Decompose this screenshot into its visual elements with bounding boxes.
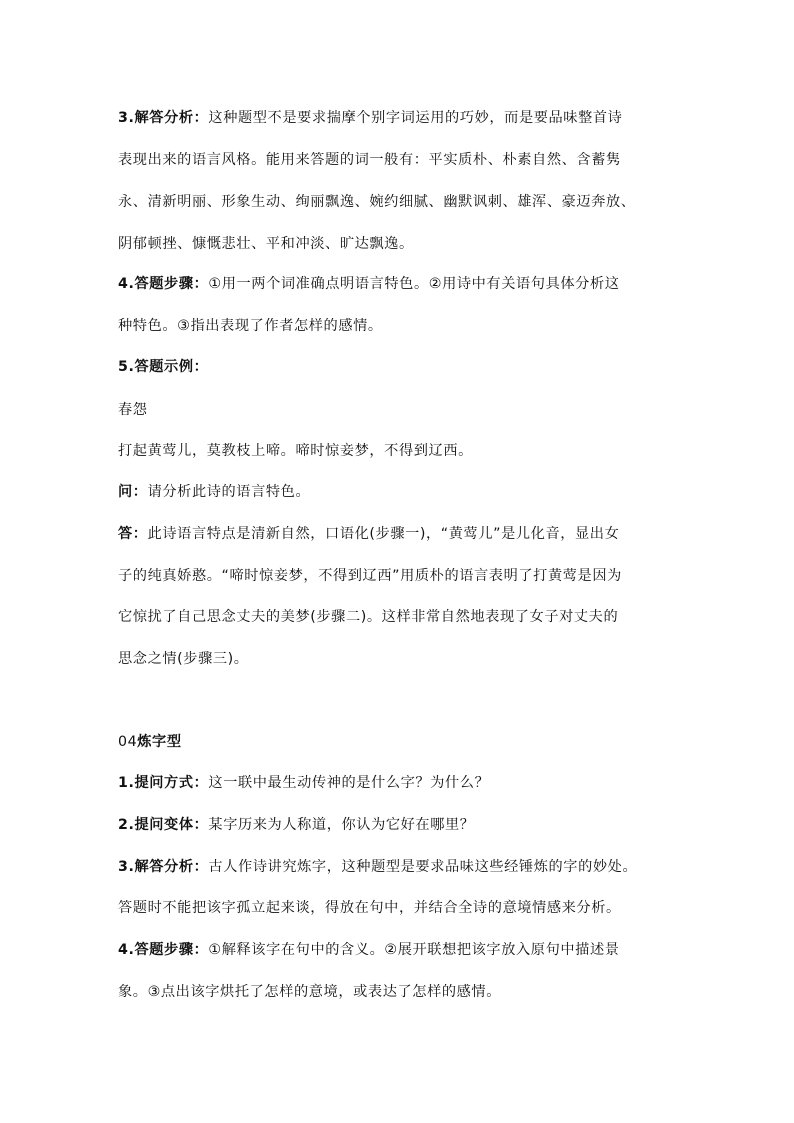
s3-label: 3.解答分析： <box>118 110 209 126</box>
t3-line-2: 答题时不能把该字孤立起来谈，得放在句中，并结合全诗的意境情感来分析。 <box>118 900 621 916</box>
section-04-title: 炼字型 <box>137 734 182 750</box>
answer-line-2: 子的纯真娇憨。“啼时惊妾梦，不得到辽西”用质朴的语言表明了打黄莺是因为 <box>118 568 622 584</box>
t3-label: 3.解答分析： <box>118 859 209 875</box>
s3-line-1 <box>118 108 698 128</box>
s4-line-1 <box>118 274 698 294</box>
answer-line-1 <box>118 524 698 544</box>
t4-line-2: 象。③点出该字烘托了怎样的意境，或表达了怎样的感情。 <box>118 984 502 1000</box>
s3-text-1: 这种题型不是要求揣摩个别字词运用的巧妙，而是要品味整首诗 <box>208 110 623 126</box>
t1-line <box>118 773 698 793</box>
t4-label: 4.答题步骤： <box>118 942 209 958</box>
t4-text-1: ①解释该字在句中的含义。②展开联想把该字放入原句中描述景 <box>208 942 620 958</box>
t2-line <box>118 815 698 835</box>
s3-line-4: 阴郁顿挫、慷慨悲壮、平和冲淡、旷达飘逸。 <box>118 236 414 252</box>
t1-text: 这一联中最生动传神的是什么字？为什么？ <box>208 775 490 791</box>
t3-line-1 <box>118 857 698 877</box>
section-04-heading <box>118 732 698 752</box>
section-04-number: 04 <box>118 734 138 750</box>
s4-label: 4.答题步骤： <box>118 276 209 292</box>
answer-label: 答： <box>118 526 148 542</box>
question-text: 请分析此诗的语言特色。 <box>147 484 311 500</box>
s4-text-1: ①用一两个词准确点明语言特色。②用诗中有关语句具体分析这 <box>208 276 620 292</box>
question-line <box>118 482 698 502</box>
poem-title: 春怨 <box>118 402 148 418</box>
answer-line-3: 它惊扰了自己思念丈夫的美梦(步骤二)。这样非常自然地表现了女子对丈夫的 <box>118 609 619 625</box>
answer-text-1: 此诗语言特点是清新自然，口语化(步骤一)，“黄莺儿”是儿化音，显出女 <box>147 526 620 542</box>
s3-line-2: 表现出来的语言风格。能用来答题的词一般有：平实质朴、朴素自然、含蓄隽 <box>118 152 621 168</box>
question-label: 问： <box>118 484 148 500</box>
s5-heading: 5.答题示例： <box>118 359 209 375</box>
t2-label: 2.提问变体： <box>118 817 209 833</box>
s4-line-2: 种特色。③指出表现了作者怎样的感情。 <box>118 318 383 334</box>
t3-text-1: 古人作诗讲究炼字，这种题型是要求品味这些经锤炼的字的妙处。 <box>208 859 638 875</box>
t2-text: 某字历来为人称道，你认为它好在哪里？ <box>208 817 475 833</box>
poem-text: 打起黄莺儿，莫教枝上啼。啼时惊妾梦，不得到辽西。 <box>118 443 473 459</box>
s3-line-3: 永、清新明丽、形象生动、绚丽飘逸、婉约细腻、幽默讽刺、雄浑、豪迈奔放、 <box>118 194 636 210</box>
t1-label: 1.提问方式： <box>118 775 209 791</box>
t4-line-1 <box>118 940 698 960</box>
answer-line-4: 思念之情(步骤三)。 <box>118 651 249 667</box>
